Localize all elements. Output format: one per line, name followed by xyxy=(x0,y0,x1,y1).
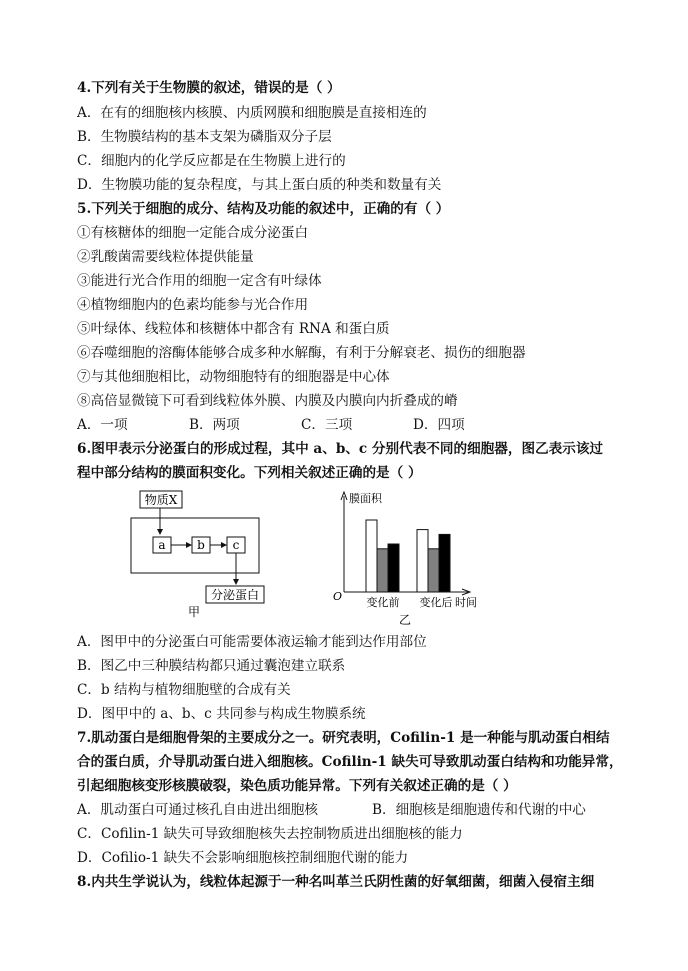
q6-stem-line2: 程中部分结构的膜面积变化。下列相关叙述正确的是（ ） xyxy=(77,465,422,481)
q5-option-b: B．两项 xyxy=(189,417,240,433)
q5-option-d: D．四项 xyxy=(413,417,465,433)
q6-stem-line1: 6.图甲表示分泌蛋白的形成过程，其中 a、b、c 分别代表不同的细胞器，图乙表示该过 xyxy=(77,441,604,457)
node-c-label: c xyxy=(232,538,240,552)
q5-item-8: ⑧高倍显微镜下可看到线粒体外膜、内膜及内膜向内折叠成的嵴 xyxy=(77,393,458,409)
origin-label: O xyxy=(333,590,343,603)
q5-option-c: C．三项 xyxy=(301,417,353,433)
node-a-label: a xyxy=(158,538,166,552)
bar-after-3 xyxy=(439,534,450,592)
q6-option-b: B．图乙中三种膜结构都只通过囊泡建立联系 xyxy=(77,658,346,674)
y-axis-label: 膜面积 xyxy=(349,492,382,505)
x-axis-label: 时间 xyxy=(455,596,477,609)
bar-after-2 xyxy=(428,549,439,592)
bar-before-2 xyxy=(377,549,388,592)
q6-option-a: A．图甲中的分泌蛋白可能需要体液运输才能到达作用部位 xyxy=(77,634,427,650)
q5-options xyxy=(77,417,637,433)
q7-option-a: A．肌动蛋白可通过核孔自由进出细胞核 xyxy=(77,802,318,818)
q7-option-c: C．Cofilin-1 缺失可导致细胞核失去控制物质进出细胞核的能力 xyxy=(77,826,463,842)
q6-option-c: C．b 结构与植物细胞壁的合成有关 xyxy=(77,682,291,698)
q6-option-d: D．图甲中的 a、b、c 共同参与构成生物膜系统 xyxy=(77,706,366,722)
q7-stem-line2: 合的蛋白质，介导肌动蛋白进入细胞核。Cofilin-1 缺失可导致肌动蛋白结构和功能异常， xyxy=(77,754,623,770)
figure-jia-caption: 甲 xyxy=(187,605,201,619)
q8-stem-line1: 8.内共生学说认为，线粒体起源于一种名叫革兰氏阴性菌的好氧细菌，细菌入侵宿主细 xyxy=(77,874,595,890)
q7-stem-line3: 引起细胞核变形核膜破裂，染色质功能异常。下列有关叙述正确的是（ ） xyxy=(77,778,517,794)
q5-item-6: ⑥吞噬细胞的溶酶体能够合成多种水解酶，有利于分解衰老、损伤的细胞器 xyxy=(77,345,526,361)
figure-jia-diagram xyxy=(120,486,280,622)
q5-item-2: ②乳酸菌需要线粒体提供能量 xyxy=(77,249,254,265)
bar-before-1 xyxy=(366,520,377,592)
q4-option-a: A．在有的细胞核内核膜、内质网膜和细胞膜是直接相连的 xyxy=(77,105,427,121)
bar-before-3 xyxy=(388,544,399,592)
q7-stem-line1: 7.肌动蛋白是细胞骨架的主要成分之一。研究表明，Cofilin-1 是一种能与肌动蛋白相结 xyxy=(77,730,610,746)
q5-item-1: ①有核糖体的细胞一定能合成分泌蛋白 xyxy=(77,225,309,241)
figure-yi-caption: 乙 xyxy=(398,613,412,626)
x-tick-label-after: 变化后 xyxy=(419,596,453,609)
q4-stem: 4.下列有关于生物膜的叙述，错误的是（ ） xyxy=(77,80,341,96)
bar-after-1 xyxy=(417,530,428,592)
q7-option-d: D．Cofilio-1 缺失不会影响细胞核控制细胞代谢的能力 xyxy=(77,850,409,866)
q5-option-a: A．一项 xyxy=(77,417,128,433)
q4-option-d: D．生物膜功能的复杂程度，与其上蛋白质的种类和数量有关 xyxy=(77,177,442,193)
q5-item-5: ⑤叶绿体、线粒体和核糖体中都含有 RNA 和蛋白质 xyxy=(77,321,390,337)
q5-item-7: ⑦与其他细胞相比，动物细胞特有的细胞器是中心体 xyxy=(77,369,390,385)
q5-item-4: ④植物细胞内的色素均能参与光合作用 xyxy=(77,297,309,313)
q7-option-b: B．细胞核是细胞遗传和代谢的中心 xyxy=(372,802,586,818)
figure-yi-chart xyxy=(330,488,495,626)
node-b-label: b xyxy=(197,538,205,552)
q5-item-3: ③能进行光合作用的细胞一定含有叶绿体 xyxy=(77,273,322,289)
substance-x-label: 物质X xyxy=(144,493,178,507)
x-tick-label-before: 变化前 xyxy=(366,596,400,609)
secreted-protein-label: 分泌蛋白 xyxy=(210,588,260,602)
q4-option-b: B．生物膜结构的基本支架为磷脂双分子层 xyxy=(77,129,332,145)
q5-stem: 5.下列关于细胞的成分、结构及功能的叙述中，正确的有（ ） xyxy=(77,201,450,217)
q4-option-c: C．细胞内的化学反应都是在生物膜上进行的 xyxy=(77,153,346,169)
